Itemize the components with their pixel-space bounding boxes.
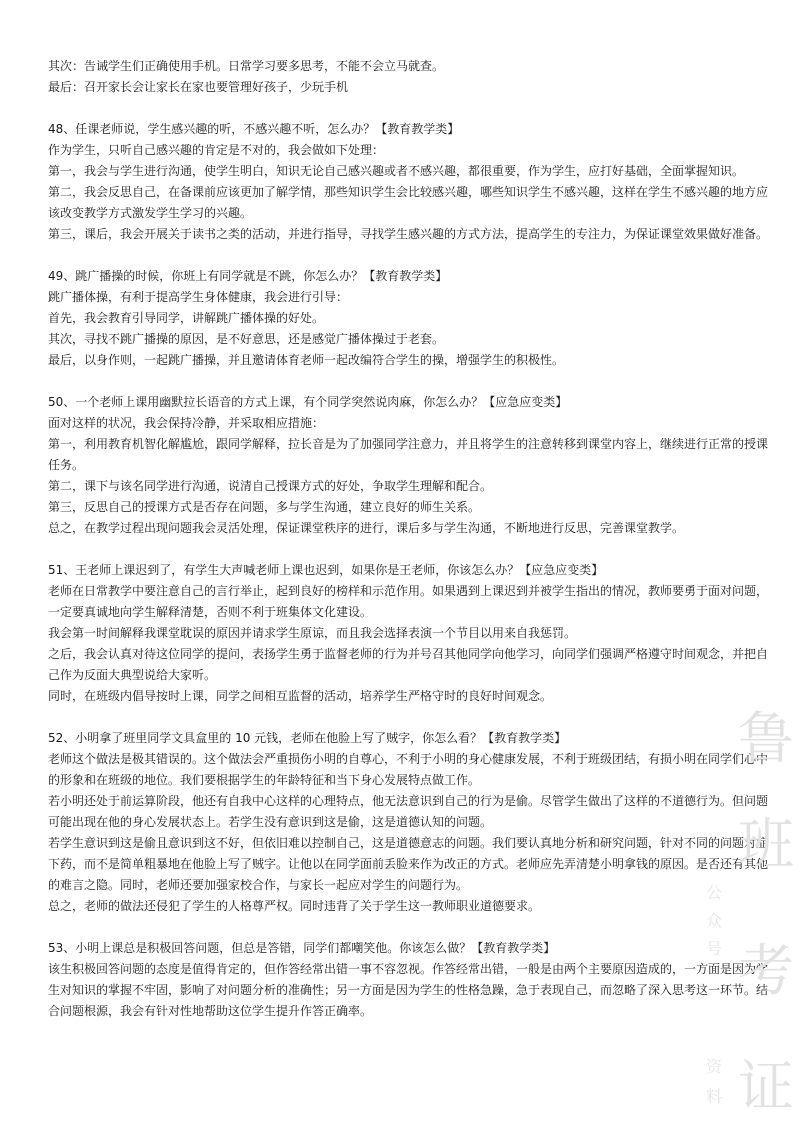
question-53	[48, 938, 768, 1022]
question-49	[48, 266, 768, 371]
paragraph: 若小明还处于前运算阶段，他还有自我中心这样的心理特点，他无法意识到自己的行为是偷。尽管学生做出了这样的不道德行为。但问题可能出现在他的身心发展状态上。若学生没有意识到这是偷，这是道德认知的问题。	[48, 794, 769, 829]
question-title: 49、跳广播操的时候，你班上有同学就是不跳，你怎么办？【教育教学类】	[48, 269, 448, 283]
paragraph: 第三，反思自己的授课方式是否存在问题，多与学生沟通，建立良好的师生关系。	[48, 500, 481, 514]
paragraph: 同时，在班级内倡导按时上课，同学之间相互监督的活动，培养学生严格守时的良好时间观念。	[48, 689, 553, 703]
question-title: 52、小明拿了班里同学文具盒里的 10 元钱，老师在他脸上写了贼字，你怎么看？【教育教学类】	[48, 731, 567, 745]
paragraph: 第一，我会与学生进行沟通，使学生明白，知识无论自己感兴趣或者不感兴趣，都很重要，作为学生，应打好基础，全面掌握知识。	[48, 164, 745, 178]
paragraph: 其次：告诫学生们正确使用手机。日常学习要多思考，不能不会立马就查。	[48, 59, 445, 73]
paragraph: 总之，在教学过程出现问题我会灵活处理，保证课堂秩序的进行，课后多与学生沟通，不断地进行反思，完善课堂教学。	[48, 521, 685, 535]
question-48	[48, 119, 768, 245]
watermark-char: 考	[738, 939, 794, 1004]
question-52	[48, 728, 768, 917]
document-page	[48, 56, 768, 1022]
paragraph: 第二，我会反思自己，在备课前应该更加了解学情，那些知识学生会比较感兴趣，哪些知识学生不感兴趣，这样在学生不感兴趣的地方应该改变教学方式激发学生学习的兴趣。	[48, 185, 769, 220]
paragraph: 老师这个做法是极其错误的。这个做法会严重损伤小明的自尊心，不利于小明的身心健康发展，不利于班级团结，有损小明在同学们心中的形象和在班级的地位。我们要根据学生的年龄特征和当下身心发展特点做工作。	[48, 752, 769, 787]
question-title: 51、王老师上课迟到了，有学生大声喊老师上课也迟到，如果你是王老师，你该怎么办？【应急应变类】	[48, 563, 604, 577]
paragraph: 总之，老师的做法还侵犯了学生的人格尊严权。同时违背了关于学生这一教师职业道德要求。	[48, 899, 541, 913]
watermark-char: 公	[706, 883, 723, 902]
paragraph: 该生积极回答问题的态度是值得肯定的，但作答经常出错一事不容忽视。作答经常出错，一般是由两个主要原因造成的，一方面是因为学生对知识的掌握不牢固，影响了对问题分析的准确性；另一方面是因为学生的性格急躁，急于表现自己，而忽略了深入思考这一环节。结合问题根源，我会有针对性地帮助这位学生提升作答正确率。	[48, 962, 769, 1018]
watermark-char: 证	[738, 1055, 794, 1120]
paragraph: 面对这样的状况，我会保持冷静，并采取相应措施：	[48, 416, 325, 430]
paragraph: 我会第一时间解释我课堂耽误的原因并请求学生原谅，而且我会选择表演一个节目以用来自我惩罚。	[48, 626, 577, 640]
paragraph: 第二，课下与该名同学进行沟通，说清自己授课方式的好处，争取学生理解和配合。	[48, 479, 493, 493]
paragraph: 若学生意识到这是偷且意识到这不好，但依旧难以控制自己，这是道德意志的问题。我们要认真地分析和研究问题，针对不同的问题对症下药，而不是简单粗暴地在他脸上写了贼字。让他以在同学面前丢脸来作为改正的方式。老师应先弄清楚小明拿钱的原因。是否还有其他的难言之隐。同时，老师还要加强家校合作，与家长一起应对学生的问题行为。	[48, 836, 769, 892]
paragraph: 最后，以身作则，一起跳广播操，并且邀请体育老师一起改编符合学生的操，增强学生的积极性。	[48, 353, 565, 367]
question-51	[48, 560, 768, 707]
intro-section	[48, 56, 768, 98]
paragraph: 第一，利用教育机智化解尴尬，跟同学解释，拉长音是为了加强同学注意力，并且将学生的注意转移到课堂内容上，继续进行正常的授课任务。	[48, 437, 769, 472]
paragraph: 最后：召开家长会让家长在家也要管理好孩子，少玩手机	[48, 80, 349, 94]
watermark-char: 鲁	[738, 707, 794, 772]
paragraph: 其次，寻找不跳广播操的原因，是不好意思，还是感觉广播体操过于老套。	[48, 332, 445, 346]
question-title: 53、小明上课总是积极回答问题，但总是答错，同学们都嘲笑他。你该怎么做？【教育教学类】	[48, 941, 556, 955]
watermark-char: 班	[738, 813, 794, 878]
paragraph: 老师在日常教学中要注意自己的言行举止，起到良好的榜样和示范作用。如果遇到上课迟到并被学生指出的情况，教师要勇于面对问题，一定要真诚地向学生解释清楚，否则不利于班集体文化建设。	[48, 584, 769, 619]
paragraph: 第三，课后，我会开展关于读书之类的活动，并进行指导，寻找学生感兴趣的方式方法，提高学生的专注力，为保证课堂效果做好准备。	[48, 227, 769, 241]
paragraph: 作为学生，只听自己感兴趣的肯定是不对的，我会做如下处理：	[48, 143, 385, 157]
watermark-char: 资	[706, 1057, 723, 1076]
watermark-char: 号	[706, 939, 723, 958]
question-50	[48, 392, 768, 539]
watermark-char: 众	[706, 911, 723, 930]
paragraph: 跳广播体操，有利于提高学生身体健康，我会进行引导：	[48, 290, 349, 304]
paragraph: 之后，我会认真对待这位同学的提问，表扬学生勇于监督老师的行为并号召其他同学向他学习，向同学们强调严格遵守时间观念，并把自己作为反面大典型说给大家听。	[48, 647, 769, 682]
question-title: 50、一个老师上课用幽默拉长语音的方式上课，有个同学突然说肉麻，你怎么办？【应急应变类】	[48, 395, 568, 409]
watermark-char: 料	[706, 1087, 723, 1106]
question-title: 48、任课老师说，学生感兴趣的听，不感兴趣不听，怎么办？【教育教学类】	[48, 122, 460, 136]
paragraph: 首先，我会教育引导同学，讲解跳广播体操的好处。	[48, 311, 325, 325]
